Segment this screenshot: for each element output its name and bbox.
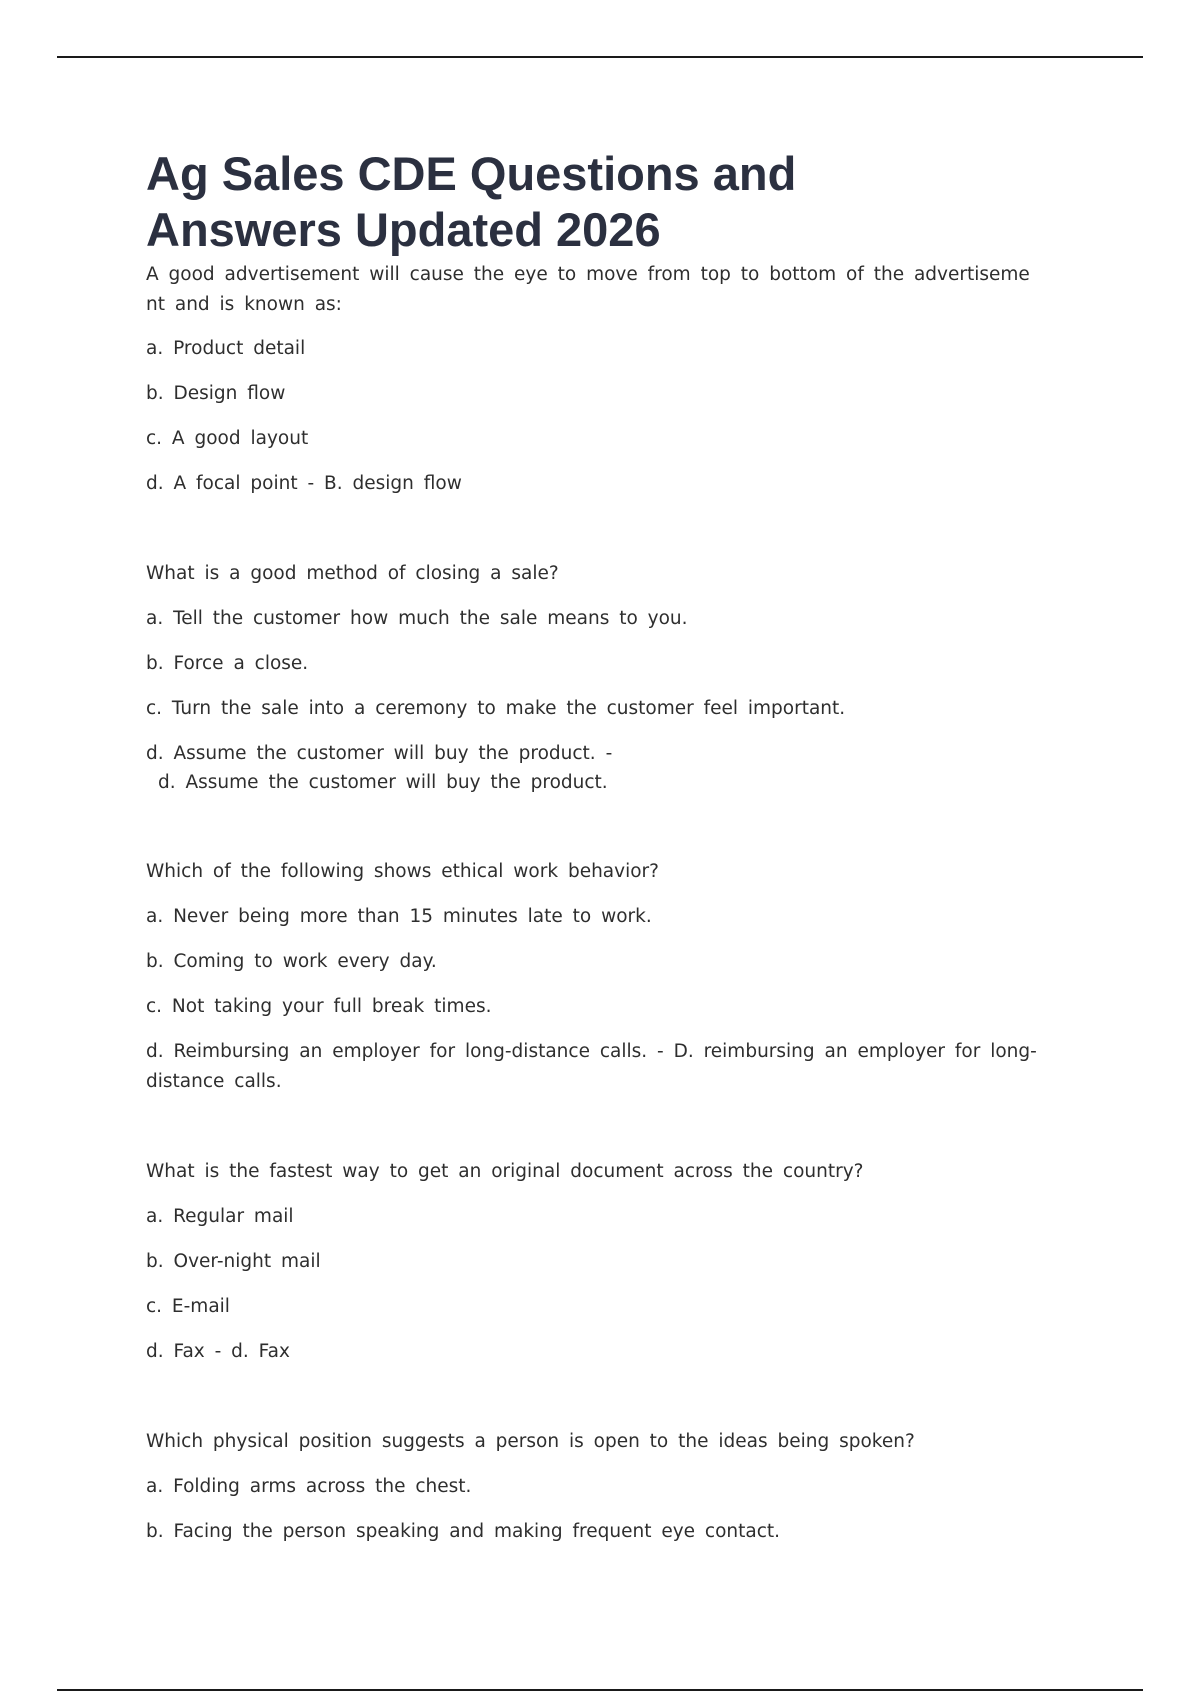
answer-option: c. Turn the sale into a ceremony to make the customer feel important. [146,698,846,719]
answer-option: d. Assume the customer will buy the product. - [146,743,613,764]
answer-option: a. Tell the customer how much the sale means to you. [146,608,688,629]
answer-option: a. Regular mail [146,1206,294,1227]
bottom-rule [57,1689,1143,1691]
question-text: What is a good method of closing a sale? [146,563,559,584]
answer-option: b. Facing the person speaking and making frequent eye contact. [146,1521,781,1542]
answer-option: a. Never being more than 15 minutes late to work. [146,906,652,927]
question-block [146,260,1046,499]
question-spacer [146,1367,1046,1427]
answer-option: a. Product detail [146,338,306,359]
question-block [146,559,1046,797]
answer-option: d. Reimbursing an employer for long-distance calls. - D. reimbursing an employer for long-distance calls. [146,1041,1037,1092]
answer-option: d. A focal point - B. design flow [146,473,462,494]
answer-option: b. Force a close. [146,653,309,674]
answer-line: d. Assume the customer will buy the product. [158,772,608,793]
question-text: What is the fastest way to get an original document across the country? [146,1161,864,1182]
question-block [146,1157,1046,1367]
question-spacer [146,797,1046,857]
answer-option: c. A good layout [146,428,309,449]
answer-option: a. Folding arms across the chest. [146,1476,472,1497]
question-spacer [146,1097,1046,1157]
answer-option: b. Coming to work every day. [146,951,437,972]
question-text: Which of the following shows ethical work behavior? [146,861,659,882]
answer-option: b. Over-night mail [146,1251,321,1272]
top-rule [57,56,1143,58]
question-text: Which physical position suggests a person is open to the ideas being spoken? [146,1431,915,1452]
answer-option: c. Not taking your full break times. [146,996,492,1017]
answer-option: c. E-mail [146,1296,230,1317]
question-text: A good advertisement will cause the eye to move from top to bottom of the advertiseme nt and is known as: [146,264,1030,315]
document-title: Ag Sales CDE Questions and Answers Updated 2026 [146,147,797,256]
question-block [146,857,1046,1097]
answer-option: d. Fax - d. Fax [146,1341,290,1362]
question-block [146,1427,1046,1547]
answer-option: b. Design flow [146,383,286,404]
document-body [146,146,1046,1547]
question-spacer [146,499,1046,559]
